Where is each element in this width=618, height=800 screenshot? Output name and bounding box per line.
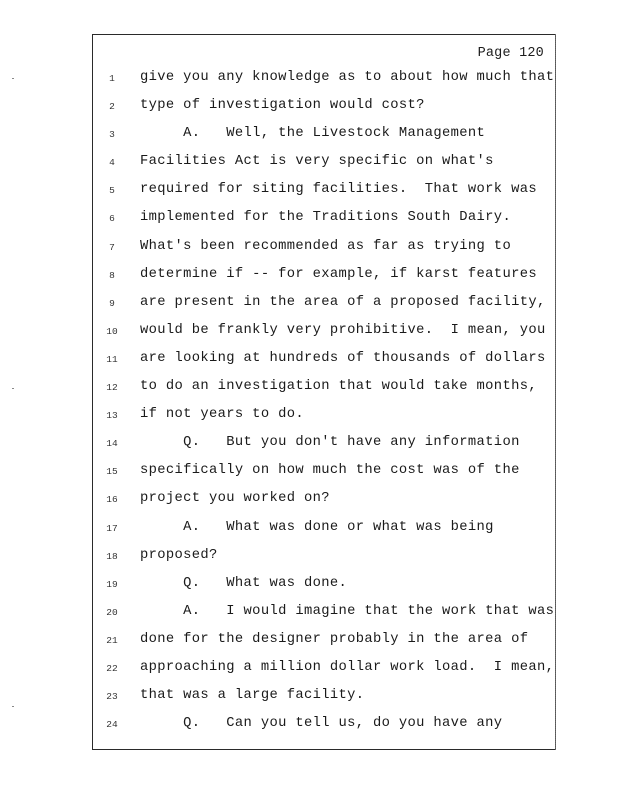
transcript-line: [92, 233, 554, 261]
transcript-body: [92, 64, 554, 738]
line-text: project you worked on?: [140, 491, 330, 507]
line-number: 8: [109, 269, 115, 281]
transcript-line: [92, 654, 554, 682]
transcript-line: [92, 514, 554, 542]
line-number: 21: [106, 634, 118, 646]
line-text: A. I would imagine that the work that was: [140, 603, 555, 619]
line-number: 16: [106, 494, 118, 506]
line-number: 22: [106, 662, 118, 674]
transcript-line: [92, 457, 554, 485]
line-number: 3: [109, 129, 115, 141]
transcript-line: [92, 485, 554, 513]
line-number: 19: [106, 578, 118, 590]
line-number: 11: [106, 353, 118, 365]
line-number: 24: [106, 719, 118, 731]
transcript-line: [92, 120, 554, 148]
page-right-edge: [555, 34, 563, 750]
page-number-label: Page 120: [477, 46, 544, 61]
line-text: are looking at hundreds of thousands of dollars: [140, 350, 546, 366]
margin-speck: [12, 706, 14, 707]
line-number: 1: [109, 73, 115, 84]
transcript-line: [92, 92, 554, 120]
transcript-line: [92, 626, 554, 654]
line-text: Q. But you don't have any information: [140, 435, 520, 451]
line-number: 6: [109, 213, 115, 225]
transcript-line: [92, 317, 554, 345]
transcript-line: [92, 345, 554, 373]
transcript-line: [92, 598, 554, 626]
line-number: 18: [106, 550, 118, 562]
line-number: 5: [109, 185, 115, 197]
transcript-line: [92, 176, 554, 204]
line-text: implemented for the Traditions South Dairy.: [140, 210, 512, 226]
line-text: A. What was done or what was being: [140, 519, 494, 535]
line-number: 13: [106, 410, 118, 422]
transcript-line: [92, 204, 554, 232]
line-text: give you any knowledge as to about how much that: [140, 70, 555, 85]
line-text: Q. Can you tell us, do you have any: [140, 716, 503, 732]
line-number: 9: [109, 297, 115, 309]
line-number: 10: [106, 325, 118, 337]
transcript-line: [92, 261, 554, 289]
transcript-line: [92, 373, 554, 401]
transcript-line: [92, 710, 554, 738]
line-text: proposed?: [140, 547, 218, 563]
line-text: specifically on how much the cost was of the: [140, 463, 520, 479]
margin-speck: [12, 388, 14, 389]
line-text: if not years to do.: [140, 407, 304, 423]
transcript-line: [92, 64, 554, 92]
line-number: 20: [106, 606, 118, 618]
transcript-line: [92, 542, 554, 570]
line-number: 4: [109, 157, 115, 169]
line-number: 17: [106, 522, 118, 534]
line-number: 7: [109, 241, 115, 253]
line-text: done for the designer probably in the area of: [140, 631, 529, 647]
line-number: 12: [106, 382, 118, 394]
transcript-line: [92, 401, 554, 429]
line-number: 23: [106, 691, 118, 703]
margin-speck: [12, 78, 14, 79]
transcript-line: [92, 289, 554, 317]
line-text: What's been recommended as far as trying to: [140, 238, 512, 254]
line-text: approaching a million dollar work load. I mean,: [140, 659, 555, 675]
transcript-line: [92, 682, 554, 710]
line-text: that was a large facility.: [140, 688, 365, 704]
line-text: are present in the area of a proposed facility,: [140, 294, 546, 310]
line-text: type of investigation would cost?: [140, 98, 425, 114]
line-text: Q. What was done.: [140, 575, 348, 591]
line-text: determine if -- for example, if karst features: [140, 266, 537, 282]
line-number: 2: [109, 101, 115, 113]
line-text: A. Well, the Livestock Management: [140, 126, 486, 142]
line-text: Facilities Act is very specific on what's: [140, 154, 494, 170]
line-text: required for siting facilities. That work was: [140, 182, 537, 198]
line-number: 14: [106, 438, 118, 450]
line-number: 15: [106, 466, 118, 478]
transcript-line: [92, 570, 554, 598]
line-text: to do an investigation that would take months,: [140, 379, 537, 395]
line-text: would be frankly very prohibitive. I mean, you: [140, 322, 546, 338]
transcript-line: [92, 148, 554, 176]
transcript-line: [92, 429, 554, 457]
